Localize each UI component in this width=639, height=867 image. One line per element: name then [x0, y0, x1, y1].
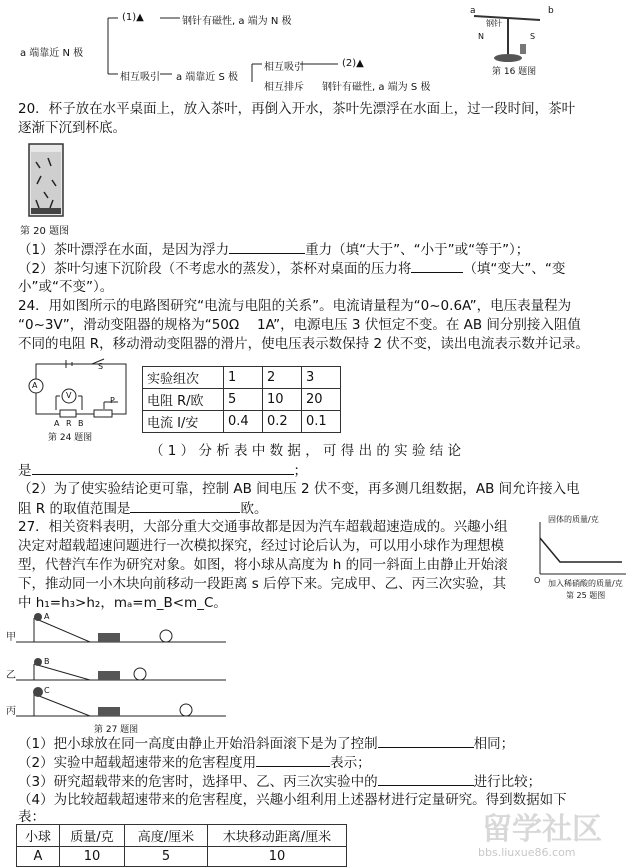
table-row	[143, 411, 341, 433]
q27-part-4-cont: 表：	[18, 809, 45, 825]
table-row	[17, 825, 347, 847]
q16-fig-caption: 第 16 题图	[492, 67, 537, 77]
q24-part-1-c: ；	[293, 463, 307, 479]
table-cell: 实验组次	[143, 367, 224, 389]
table-cell: 电流 I/安	[143, 411, 224, 433]
q20-fig-caption: 第 20 题图	[20, 226, 70, 237]
q24-fig-voltmeter: V	[66, 391, 72, 400]
q20-stem-1: 20．杯子放在水平桌面上，放入茶叶，再倒入开水，茶叶先漂浮在水面上，过一段时间，茶叶	[18, 101, 576, 117]
q16-fig-needle: 钢针	[486, 19, 502, 28]
table-cell: 10	[208, 847, 347, 867]
watermark-url: bbs.liuxue86.com	[478, 846, 576, 859]
table-cell: A	[17, 847, 60, 867]
q24-fig-point-b: B	[78, 419, 84, 428]
table-row	[143, 389, 341, 411]
q24-part-1-b: 是	[18, 463, 32, 479]
q16-mid2: a 端靠近 S 极	[176, 72, 239, 83]
q24-part-2-c: 欧。	[240, 501, 268, 517]
q24-part-2: （2）为了使实验结论更可靠，控制 AB 间电压 2 伏不变，再多测几组数据，AB 间允许接入电	[18, 481, 580, 497]
q24-stem-3: 不同的电阻 R，移动滑动变阻器的滑片，使电压表示数保持 2 伏不变，读出电流表示数并记录。	[18, 336, 589, 352]
q24-part-1: （ 1 ） 分 析 表 中 数 据 ， 可 得 出 的 实 验 结 论	[150, 443, 462, 459]
q25-x-axis-label: 加入稀硝酸的质量/克	[548, 579, 623, 588]
q24-fig-switch: S	[98, 362, 104, 371]
q20-part-2-cont: 小”或“不变”）。	[18, 279, 114, 295]
q27-stem-5: 中 h₁=h₃>h₂，mₐ=m_B<m_C。	[18, 595, 227, 611]
table-cell: 木块移动距离/厘米	[208, 825, 347, 847]
q20-part-2	[18, 259, 565, 278]
q27-part-1-b: 相同；	[473, 736, 515, 752]
q27-part-3-a: （3）研究超载带来的危害时，选择甲、乙、丙三次实验中的	[18, 774, 378, 790]
q27-data-table	[16, 824, 347, 867]
q24-data-table	[142, 366, 341, 433]
q16-result4: 钢针有磁性, a 端为 S 极	[322, 82, 431, 93]
q25-graph-figure	[530, 520, 630, 582]
q25-origin: O	[534, 576, 541, 585]
q20-part-2-b: （填“变大”、“变	[463, 261, 566, 277]
q16-fig-a: a	[470, 6, 476, 16]
q16-branch3b: (2)▲	[342, 58, 364, 69]
q27-part-2	[18, 753, 371, 772]
q16-fig-s: S	[530, 32, 536, 41]
q27-blank-1[interactable]	[378, 734, 474, 748]
q25-y-axis-label: 固体的质量/克	[548, 515, 599, 524]
q27-part-2-b: 表示；	[330, 755, 371, 771]
q27-part-1	[18, 734, 514, 753]
table-cell: 0.2	[263, 411, 302, 433]
q27-stem-4: 下，推动同一小木块向前移动一段距离 s 后停下来。完成甲、乙、丙三次实验，其	[18, 576, 507, 592]
table-cell: 3	[302, 367, 341, 389]
q20-part-1-a: （1）茶叶漂浮在水面，是因为浮力	[18, 242, 230, 258]
q27-fig-row-1: 甲	[6, 632, 16, 643]
table-cell: 20	[302, 389, 341, 411]
table-cell: 2	[263, 367, 302, 389]
q27-fig-row-3: 丙	[6, 706, 16, 717]
table-cell: 1	[224, 367, 263, 389]
table-cell: 小球	[17, 825, 60, 847]
q20-part-1	[18, 240, 529, 259]
q20-stem-2: 逐渐下沉到杯底。	[18, 120, 126, 136]
q24-fig-ammeter: A	[32, 381, 38, 390]
q24-fig-resistor: R	[66, 419, 72, 428]
q25-fig-caption: 第 25 题图	[566, 591, 606, 600]
q24-circuit-figure	[22, 358, 134, 422]
watermark-logo: 留学社区	[482, 812, 602, 847]
q20-part-1-b: 重力（填“大于”、“小于”或“等于”）；	[305, 242, 530, 258]
q27-part-1-a: （1）把小球放在同一高度由静止开始沿斜面滚下是为了控制	[18, 736, 378, 752]
table-cell: 电阻 R/欧	[143, 389, 224, 411]
q16-fig-b: b	[548, 6, 554, 16]
q16-result1: 钢针有磁性, a 端为 N 极	[182, 16, 292, 27]
table-cell: 10	[60, 847, 125, 867]
table-cell: 高度/厘米	[125, 825, 208, 847]
q16-root-label: a 端靠近 N 极	[20, 48, 84, 59]
q24-fig-caption: 第 24 题图	[48, 433, 93, 443]
q24-fig-point-a: A	[54, 419, 60, 428]
table-row	[143, 367, 341, 389]
q24-part-2-answer	[18, 499, 267, 518]
q27-fig-ball-a: A	[44, 612, 50, 621]
table-cell: 0.1	[302, 411, 341, 433]
q27-blank-2[interactable]	[256, 753, 330, 767]
table-cell: 质量/克	[60, 825, 125, 847]
q27-blank-3[interactable]	[378, 772, 474, 786]
table-cell: 0.4	[224, 411, 263, 433]
q27-ramp-figure	[16, 612, 238, 722]
q20-blank-1[interactable]	[229, 240, 305, 254]
table-cell: 10	[263, 389, 302, 411]
q24-part-2-b: 阻 R 的取值范围是	[18, 501, 131, 517]
table-cell: 5	[125, 847, 208, 867]
q20-blank-2[interactable]	[411, 259, 463, 273]
table-cell: 5	[224, 389, 263, 411]
q16-branch3: 相互吸引	[264, 62, 304, 73]
q24-stem-1: 24．用如图所示的电路图研究“电流与电阻的关系”。电流请量程为“0~0.6A”，电压表量程为	[18, 298, 572, 314]
q24-blank-1[interactable]	[32, 461, 294, 475]
q16-branch2: 相互吸引	[120, 72, 160, 83]
table-row	[17, 847, 347, 867]
q27-fig-row-2: 乙	[6, 670, 16, 681]
q16-branch1: (1)▲	[122, 12, 144, 23]
q27-part-3	[18, 772, 541, 791]
q24-blank-2[interactable]	[130, 499, 240, 513]
q27-fig-caption: 第 27 题图	[94, 725, 139, 735]
q24-part-1-answer	[18, 461, 307, 480]
q24-stem-2: “0~3V”，滑动变阻器的规格为“50Ω 1A”，电源电压 3 伏恒定不变。在 AB 间分别接入阻值	[18, 317, 581, 333]
q20-part-2-a: （2）茶叶匀速下沉阶段（不考虑水的蒸发），茶杯对桌面的压力将	[18, 261, 412, 277]
q27-stem-2: 决定对超载超速问题进行一次模拟探究，经过讨论后认为，可以用小球作为理想模	[18, 538, 504, 554]
q24-fig-slider: P	[110, 396, 115, 405]
q27-fig-ball-b: B	[44, 657, 50, 666]
q20-cup-figure	[26, 142, 66, 220]
q16-fig-n: N	[478, 32, 484, 41]
q27-part-3-b: 进行比较；	[473, 774, 542, 790]
q27-stem-1: 27．相关资料表明，大部分重大交通事故都是因为汽车超载超速造成的。兴趣小组	[18, 519, 508, 535]
q27-part-4: （4）为比较超载超速带来的危害程度，兴趣小组利用上述器材进行定量研究。得到数据如下	[18, 792, 567, 808]
q27-part-2-a: （2）实验中超载超速带来的危害程度用	[18, 755, 257, 771]
q27-stem-3: 型，代替汽车作为研究对象。如图，将小球从高度为 h 的同一斜面上由静止开始滚	[18, 557, 508, 573]
q27-fig-ball-c: C	[44, 686, 50, 695]
q16-branch4: 相互排斥	[264, 82, 304, 93]
